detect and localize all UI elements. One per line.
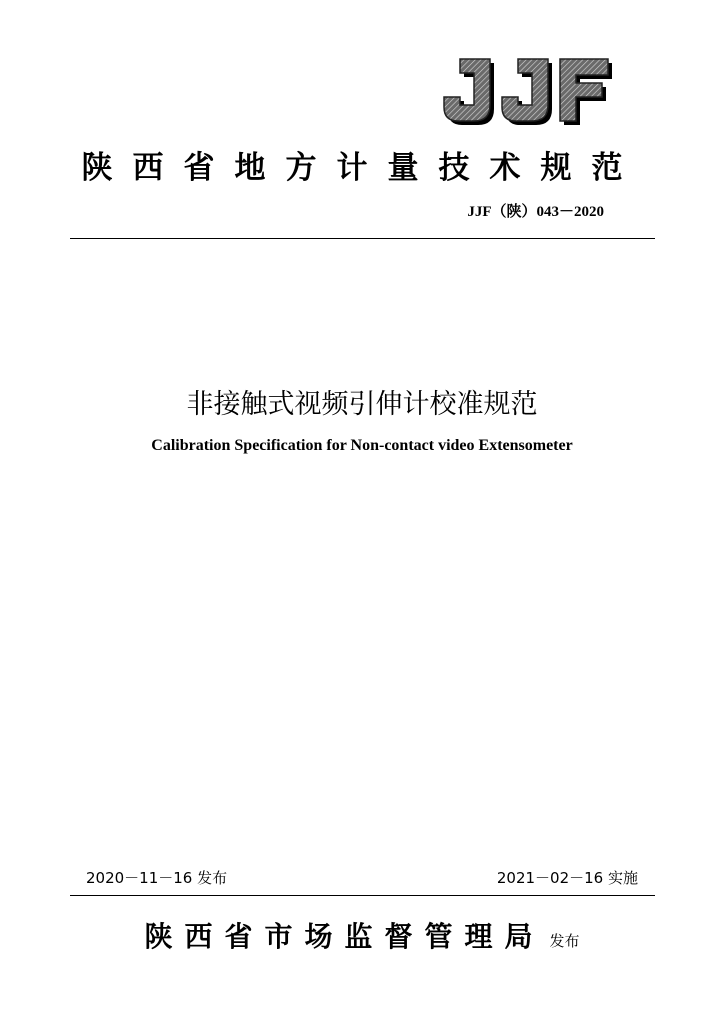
issuer-name: 陕西省市场监督管理局 [144, 920, 545, 953]
header-divider [70, 238, 655, 239]
org-title: 陕西省地方计量技术规范 [81, 150, 643, 186]
footer-divider [70, 895, 655, 896]
issuer-line [0, 915, 724, 955]
document-title-cn: 非接触式视频引伸计校准规范 [186, 389, 538, 420]
jjf-logo [440, 55, 615, 127]
document-title-en: Calibration Specification for Non-contact video Extensometer [151, 437, 573, 454]
issuer-suffix: 发布 [549, 932, 580, 950]
implementation-date: 2021－02－16 实施 [496, 869, 638, 887]
issue-date: 2020－11－16 发布 [86, 869, 228, 887]
standard-code: JJF（陕）043－2020 [467, 204, 604, 220]
